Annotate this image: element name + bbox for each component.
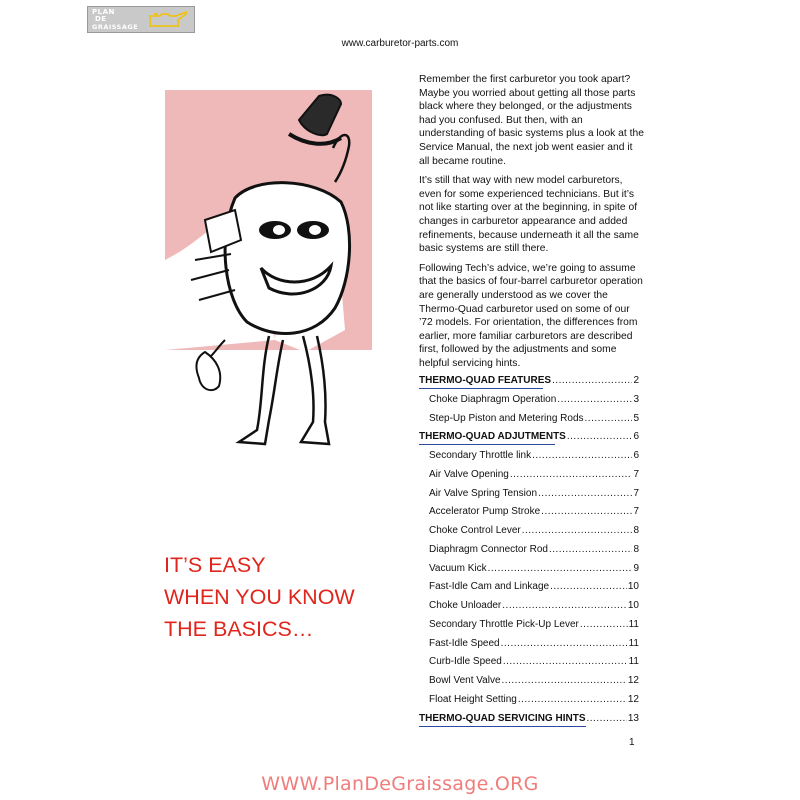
toc-entry-page: 7 xyxy=(633,506,639,518)
toc-entry[interactable] xyxy=(429,581,639,595)
toc-dot-leader xyxy=(502,675,627,686)
toc-entry-page: 10 xyxy=(627,600,639,611)
headline xyxy=(164,549,394,645)
toc-entry-label: Secondary Throttle link xyxy=(429,450,532,461)
toc-entry-label: Fast-Idle Speed xyxy=(429,637,500,649)
toc-entry[interactable] xyxy=(429,675,639,689)
toc-entry-page: 10 xyxy=(627,581,639,593)
toc-entry-page: 6 xyxy=(633,431,639,443)
toc-dot-leader xyxy=(585,413,633,424)
toc-entry-page: 12 xyxy=(627,675,639,686)
toc-entry-page: 7 xyxy=(633,468,639,480)
toc-entry-page: 12 xyxy=(627,693,639,705)
toc-entry[interactable] xyxy=(429,413,639,427)
toc-entry-page: 9 xyxy=(633,562,639,574)
toc-entry-label: Air Valve Opening xyxy=(429,468,509,480)
toc-entry[interactable] xyxy=(429,600,639,614)
toc-dot-leader xyxy=(502,600,627,611)
toc-dot-leader xyxy=(549,544,632,555)
page-number: 1 xyxy=(629,737,635,748)
toc-entry-page: 7 xyxy=(633,487,639,499)
toc-entry-label: Bowl Vent Valve xyxy=(429,675,501,686)
toc-entry[interactable] xyxy=(429,619,639,633)
toc-section-rule xyxy=(419,726,586,727)
toc-entry[interactable] xyxy=(429,469,639,483)
toc-entry[interactable] xyxy=(429,656,639,670)
toc-entry-label: THERMO-QUAD FEATURES xyxy=(419,375,552,386)
toc-entry-page: 11 xyxy=(628,637,639,649)
toc-entry[interactable] xyxy=(429,525,639,539)
toc-entry-label: Float Height Setting xyxy=(429,693,517,705)
toc-entry-label: Fast-Idle Cam and Linkage xyxy=(429,581,550,593)
toc-section-entry[interactable] xyxy=(419,431,639,445)
toc-dot-leader xyxy=(557,394,632,405)
toc-dot-leader xyxy=(552,375,632,386)
paragraph-1: Remember the first carburetor you took apart? Maybe you worried about getting all those parts black where they belonged, or the adjustments had you confused. But then, with an understanding of basic systems plus a look at the Service Manual, the next job went easier and it all became routine. xyxy=(419,74,644,167)
toc-entry-page: 11 xyxy=(628,618,639,630)
toc-entry-page: 11 xyxy=(628,656,639,668)
footer-watermark: WWW.PlanDeGraissage.ORG xyxy=(261,773,539,795)
headline-line-3: THE BASICS… xyxy=(164,617,314,641)
toc-dot-leader xyxy=(522,525,633,536)
paragraph-2: It’s still that way with new model carburetors, even for some experienced technicians. But it’s not like starting over at the beginning, in spite of changes in carburetor appearance and added refinements, because underneath it all the same basic systems are still there. xyxy=(419,175,639,255)
intro-text xyxy=(419,73,644,376)
toc-dot-leader xyxy=(518,694,627,705)
toc-entry-page: 2 xyxy=(633,375,639,386)
toc-entry[interactable] xyxy=(429,488,639,502)
toc-entry-label: Choke Unloader xyxy=(429,600,502,611)
toc-entry-label: Air Valve Spring Tension xyxy=(429,487,538,499)
toc-section-entry[interactable] xyxy=(419,375,639,389)
toc-entry-label: THERMO-QUAD ADJUTMENTS xyxy=(419,431,566,443)
logo-text-2: DE xyxy=(95,15,107,23)
logo-text-1: PLAN xyxy=(92,8,115,16)
toc-entry-label: Step-Up Piston and Metering Rods xyxy=(429,412,584,424)
headline-line-1: IT’S EASY xyxy=(164,553,266,577)
toc-entry[interactable] xyxy=(429,638,639,652)
toc-entry[interactable] xyxy=(429,450,639,464)
toc-entry-page: 6 xyxy=(633,450,639,461)
toc-dot-leader xyxy=(538,488,632,499)
toc-entry-label: Diaphragm Connector Rod xyxy=(429,543,548,555)
toc-entry-page: 8 xyxy=(633,543,639,555)
toc-entry-label: THERMO-QUAD SERVICING HINTS xyxy=(419,712,586,724)
toc-entry-label: Choke Control Lever xyxy=(429,525,521,536)
toc-entry-label: Secondary Throttle Pick-Up Lever xyxy=(429,618,579,630)
toc-dot-leader xyxy=(488,563,633,574)
toc-section-rule xyxy=(419,444,555,445)
toc-entry-label: Vacuum Kick xyxy=(429,562,487,574)
toc-entry[interactable] xyxy=(429,394,639,408)
headline-line-2: WHEN YOU KNOW xyxy=(164,585,355,609)
toc-section-entry[interactable] xyxy=(419,713,639,727)
toc-section-rule xyxy=(419,388,543,389)
toc-dot-leader xyxy=(541,506,632,517)
logo-text-3: GRAISSAGE xyxy=(92,23,139,31)
carburetor-mascot-illustration xyxy=(165,90,372,452)
toc-dot-leader xyxy=(580,619,628,630)
toc-entry[interactable] xyxy=(429,544,639,558)
paragraph-3: Following Tech’s advice, we’re going to assume that the basics of four-barrel carburetor operation are generally understood as we cover the Thermo-Quad carburetor used on some of our ’72 models. For orientation, the differences from earlier, more familiar carburetors are described first, followed by the adjustments and some helpful servicing hints. xyxy=(419,262,643,369)
toc-entry-label: Curb-Idle Speed xyxy=(429,656,502,668)
toc-entry[interactable] xyxy=(429,506,639,520)
oil-can-icon xyxy=(144,10,188,28)
toc-dot-leader xyxy=(501,638,628,649)
toc-dot-leader xyxy=(550,581,627,592)
toc-entry-page: 5 xyxy=(633,412,639,424)
toc-entry[interactable] xyxy=(429,694,639,708)
toc-entry-page: 3 xyxy=(633,393,639,405)
toc-entry[interactable] xyxy=(429,563,639,577)
toc-entry-label: Choke Diaphragm Operation xyxy=(429,393,557,405)
toc-dot-leader xyxy=(503,656,628,667)
toc-entry-page: 13 xyxy=(627,712,639,724)
toc-dot-leader xyxy=(587,713,627,724)
toc-entry-label: Accelerator Pump Stroke xyxy=(429,506,541,518)
site-logo xyxy=(87,6,195,33)
header-url: www.carburetor-parts.com xyxy=(341,38,459,49)
toc-dot-leader xyxy=(510,469,633,480)
toc-dot-leader xyxy=(567,431,633,442)
toc-entry-page: 8 xyxy=(633,525,639,536)
toc-dot-leader xyxy=(532,450,632,461)
